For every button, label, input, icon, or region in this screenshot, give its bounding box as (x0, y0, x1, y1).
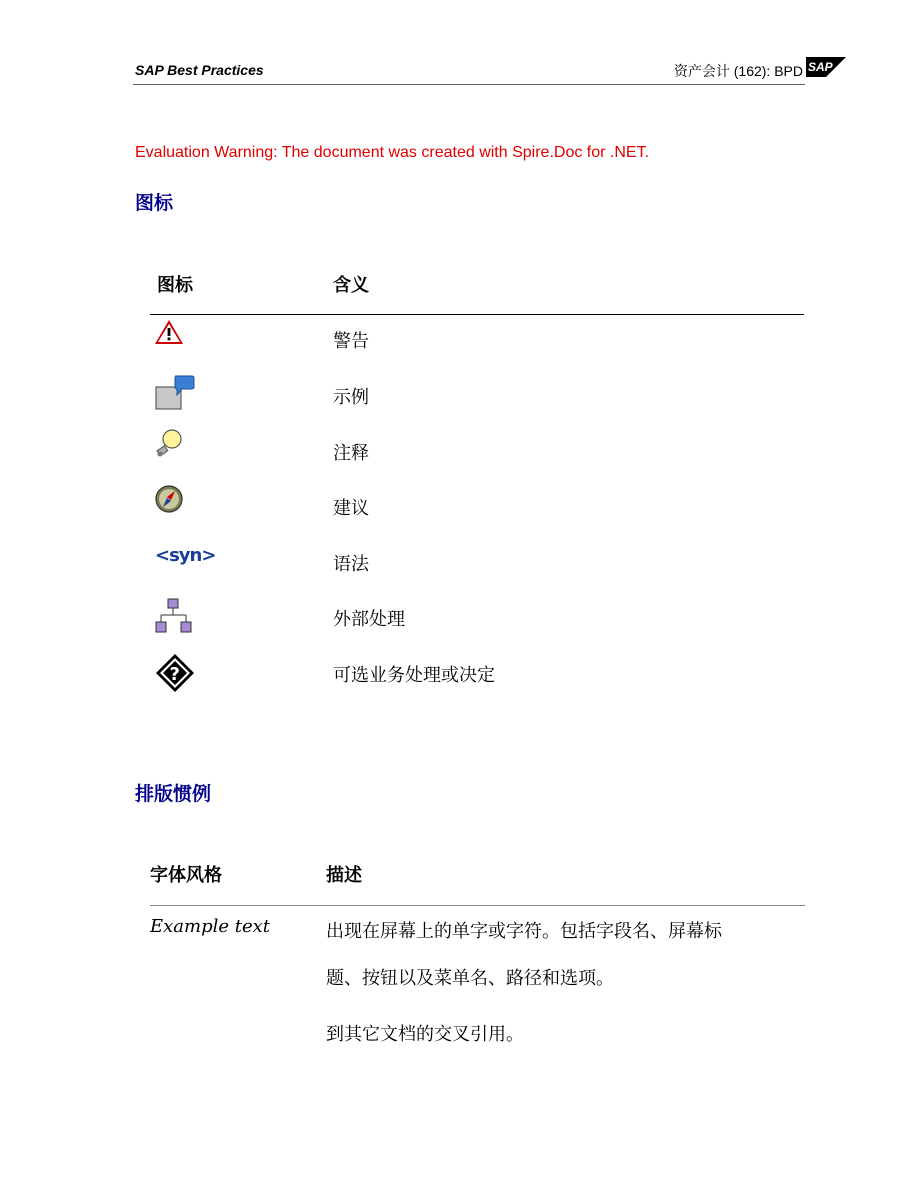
meaning-note: 注释 (333, 443, 369, 464)
syntax-icon (155, 541, 216, 581)
example-text-style: Example text (150, 916, 271, 937)
document-header-title: SAP Best Practices (135, 62, 264, 78)
question-diamond-icon (155, 653, 195, 693)
meaning-external-process: 外部处理 (333, 609, 405, 630)
evaluation-warning: Evaluation Warning: The document was created with Spire.Doc for .NET. (135, 144, 650, 161)
meaning-syntax: 语法 (333, 554, 369, 575)
header-divider (133, 84, 805, 85)
document-header-subtitle: 资产会计 (162): BPD (673, 63, 803, 79)
hierarchy-icon (155, 597, 195, 637)
icons-section-title: 图标 (135, 192, 174, 214)
icons-col-header-meaning: 含义 (333, 275, 369, 296)
meaning-example: 示例 (333, 387, 369, 408)
conventions-table-rule (150, 905, 805, 906)
conventions-col-header-style: 字体风格 (150, 865, 222, 886)
meaning-warning: 警告 (333, 331, 369, 352)
conventions-section-title: 排版惯例 (135, 783, 212, 805)
lightbulb-icon (155, 428, 195, 468)
icons-table-rule (150, 314, 804, 315)
convention-desc-line-3: 到其它文档的交叉引用。 (326, 1024, 524, 1045)
convention-desc-line-2: 题、按钮以及菜单名、路径和选项。 (326, 968, 614, 989)
svg-text:<syn>: <syn> (155, 545, 216, 566)
icons-col-header-icon: 图标 (157, 275, 193, 296)
svg-text:?: ? (169, 664, 180, 685)
convention-desc-line-1: 出现在屏幕上的单字或字符。包括字段名、屏幕标 (326, 921, 722, 942)
meaning-optional-decision: 可选业务处理或决定 (333, 665, 495, 686)
warning-triangle-icon (155, 318, 195, 358)
sap-logo (806, 57, 846, 77)
compass-icon (155, 484, 195, 524)
conventions-col-header-description: 描述 (326, 865, 362, 886)
meaning-recommendation: 建议 (333, 498, 369, 519)
example-speech-bubble-icon (155, 373, 195, 413)
sap-logo-text: SAP (808, 60, 833, 74)
